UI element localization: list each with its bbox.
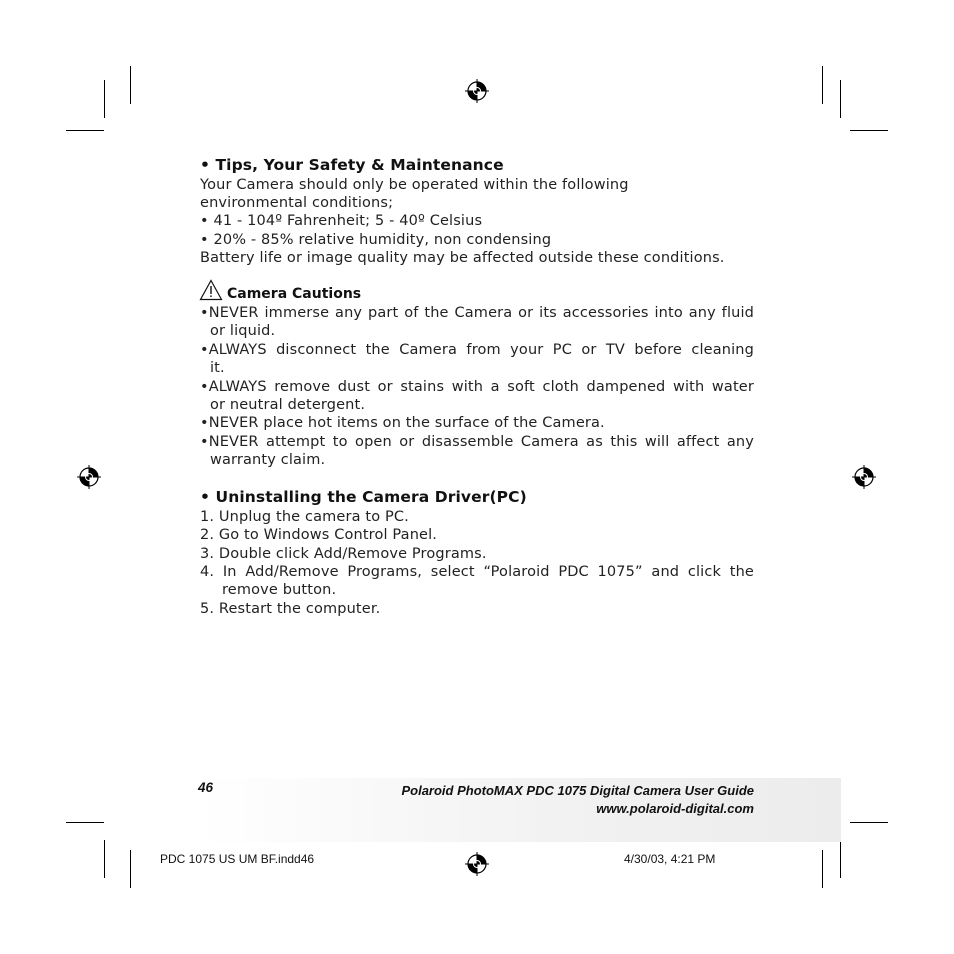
slug-filename: PDC 1075 US UM BF.indd46 [160, 852, 315, 866]
step-item: 5. Restart the computer. [200, 601, 381, 617]
registration-mark-icon [852, 465, 876, 489]
registration-mark-icon [465, 852, 489, 876]
caution-item: •NEVER attempt to open or disassemble Camera as this will affect any [200, 434, 754, 450]
caution-item: •ALWAYS remove dust or stains with a soft cloth dampened with water [200, 379, 754, 395]
intro-line: Your Camera should only be operated within the following [200, 177, 629, 193]
slug-date: 4/30/03, 4:21 PM [624, 852, 716, 866]
section-heading-uninstall: • Uninstalling the Camera Driver(PC) [200, 488, 527, 506]
cautions-heading: Camera Cautions [227, 286, 362, 302]
page-number: 46 [198, 780, 214, 795]
caution-item: •ALWAYS disconnect the Camera from your PC or TV before cleaning [200, 342, 754, 358]
condition-bullet: • 41 - 104º Fahrenheit; 5 - 40º Celsius [200, 213, 483, 229]
caution-item-cont: or liquid. [210, 323, 276, 339]
warning-triangle-icon [199, 279, 223, 301]
caution-item-cont: it. [210, 360, 225, 376]
step-item: 4. In Add/Remove Programs, select “Polaroid PDC 1075” and click the [200, 564, 754, 580]
registration-mark-icon [465, 79, 489, 103]
footer-url: www.polaroid-digital.com [596, 801, 754, 816]
caution-item: •NEVER immerse any part of the Camera or its accessories into any fluid [200, 305, 754, 321]
caution-item-cont: warranty claim. [210, 452, 326, 468]
condition-bullet: • 20% - 85% relative humidity, non condensing [200, 232, 552, 248]
footer-title: Polaroid PhotoMAX PDC 1075 Digital Camera User Guide [401, 783, 754, 798]
step-item: 3. Double click Add/Remove Programs. [200, 546, 487, 562]
battery-note: Battery life or image quality may be affected outside these conditions. [200, 250, 725, 266]
step-item-cont: remove button. [222, 582, 337, 598]
step-item: 1. Unplug the camera to PC. [200, 509, 409, 525]
registration-mark-icon [77, 465, 101, 489]
section-heading-safety: • Tips, Your Safety & Maintenance [200, 156, 504, 174]
step-item: 2. Go to Windows Control Panel. [200, 527, 438, 543]
caution-item: •NEVER place hot items on the surface of the Camera. [200, 415, 605, 431]
intro-line: environmental conditions; [200, 195, 394, 211]
caution-item-cont: or neutral detergent. [210, 397, 366, 413]
